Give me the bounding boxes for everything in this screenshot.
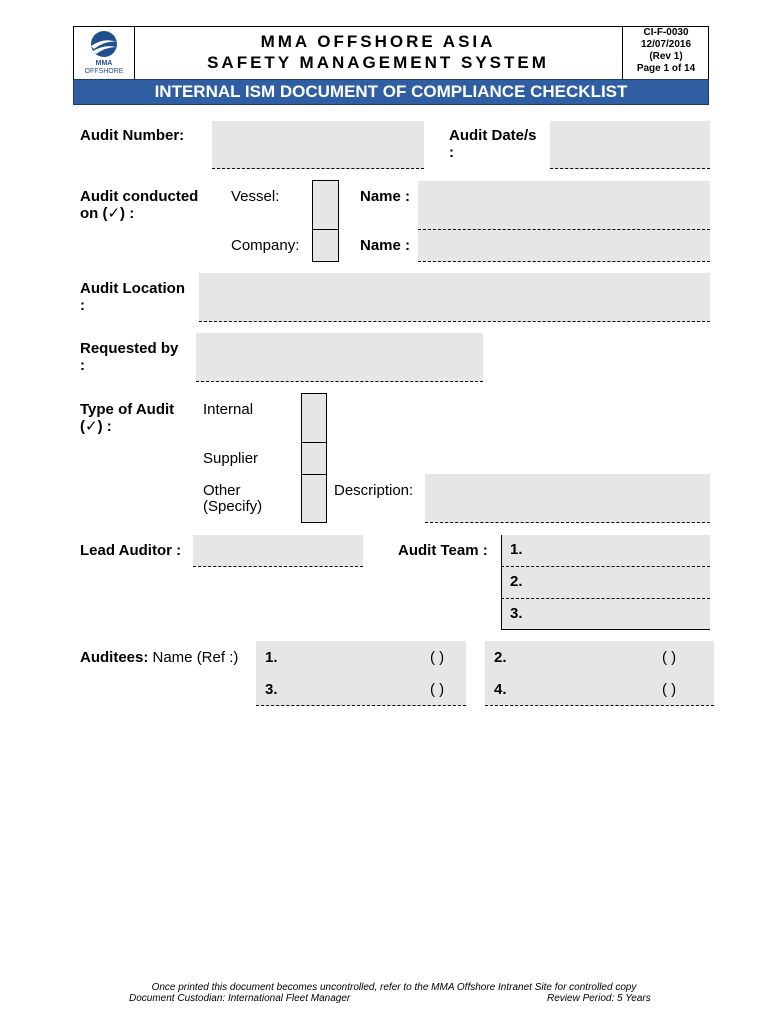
requested-by-label: Requested by [80, 340, 179, 357]
lead-auditor-label: Lead Auditor : [80, 542, 182, 559]
team-row-number: 3. [510, 605, 523, 622]
internal-checkbox[interactable] [301, 393, 327, 443]
system-name: SAFETY MANAGEMENT SYSTEM [207, 53, 549, 72]
auditee-ref: ( ) [662, 649, 677, 666]
company-checkbox[interactable] [312, 229, 339, 262]
audit-location-field[interactable] [199, 273, 710, 322]
vessel-checkbox[interactable] [312, 180, 339, 230]
type-other-specify-label: (Specify) [203, 498, 263, 515]
company-label: Company: [231, 237, 300, 254]
footer-review-period: Review Period: 5 Years [547, 993, 651, 1004]
description-label: Description: [334, 482, 414, 499]
type-internal-label: Internal [203, 401, 254, 418]
auditee-field-1[interactable] [256, 641, 466, 674]
footer-custodian: Document Custodian: International Fleet Manager [129, 993, 351, 1004]
auditees-label [80, 649, 238, 666]
audit-number-field[interactable] [212, 121, 424, 169]
audit-location-label: Audit Location [80, 280, 185, 297]
other-checkbox[interactable] [301, 474, 327, 523]
doc-control-cell [622, 27, 709, 79]
auditee-number: 4. [494, 681, 507, 698]
audit-team-field-2[interactable] [501, 567, 710, 599]
auditee-field-4[interactable] [485, 673, 714, 706]
logo-caption-offshore: OFFSHORE [84, 68, 124, 75]
document-header [73, 26, 709, 104]
lead-auditor-field[interactable] [193, 535, 363, 567]
doc-page: Page 1 of 14 [636, 63, 696, 74]
doc-date: 12/07/2016 [640, 39, 692, 50]
audit-team-label: Audit Team : [398, 542, 488, 559]
audit-date-field[interactable] [550, 121, 710, 169]
doc-rev: (Rev 1) [649, 51, 683, 62]
auditee-ref: ( ) [662, 681, 677, 698]
auditee-field-2[interactable] [485, 641, 714, 674]
company-name-label: Name : [360, 237, 411, 254]
logo-caption-mma: MMA [95, 60, 113, 67]
auditee-field-3[interactable] [256, 673, 466, 706]
org-name: MMA OFFSHORE ASIA [260, 32, 496, 51]
vessel-name-label: Name : [360, 188, 411, 205]
description-field[interactable] [425, 474, 710, 523]
audit-conducted-label-2: on (✓) : [80, 205, 135, 222]
type-supplier-label: Supplier [203, 450, 259, 467]
type-other-label: Other [203, 482, 241, 499]
auditees-label-bold: Auditees: [80, 649, 149, 666]
header-table [73, 26, 709, 80]
audit-conducted-label: Audit conducted [80, 188, 199, 205]
auditees-label-rest: Name (Ref :) [148, 649, 239, 666]
vessel-label: Vessel: [231, 188, 280, 205]
footer-uncontrolled-note: Once printed this document becomes uncontrolled, refer to the MMA Offshore Intranet Site for controlled copy [151, 982, 637, 993]
company-name-field[interactable] [418, 230, 710, 262]
team-row-number: 2. [510, 573, 523, 590]
auditee-number: 1. [265, 649, 278, 666]
auditee-number: 3. [265, 681, 278, 698]
team-row-number: 1. [510, 541, 523, 558]
doc-code: CI-F-0030 [643, 27, 689, 38]
audit-date-label: Audit Date/s [449, 127, 537, 144]
supplier-checkbox[interactable] [301, 442, 327, 475]
audit-number-label: Audit Number: [80, 127, 185, 144]
requested-by-field[interactable] [196, 333, 483, 382]
audit-location-label-colon: : [80, 297, 85, 314]
checklist-title: INTERNAL ISM DOCUMENT OF COMPLIANCE CHECKLIST [73, 79, 709, 105]
auditee-ref: ( ) [430, 649, 445, 666]
audit-date-label-colon: : [449, 144, 454, 161]
auditee-number: 2. [494, 649, 507, 666]
type-of-audit-label-2: (✓) : [80, 418, 112, 435]
vessel-name-field[interactable] [418, 181, 710, 230]
audit-team-field-3[interactable] [501, 599, 710, 630]
auditee-ref: ( ) [430, 681, 445, 698]
company-logo [74, 27, 135, 79]
type-of-audit-label: Type of Audit [80, 401, 175, 418]
header-title-cell [135, 27, 621, 79]
audit-team-field-1[interactable] [501, 535, 710, 567]
requested-by-label-colon: : [80, 357, 85, 374]
